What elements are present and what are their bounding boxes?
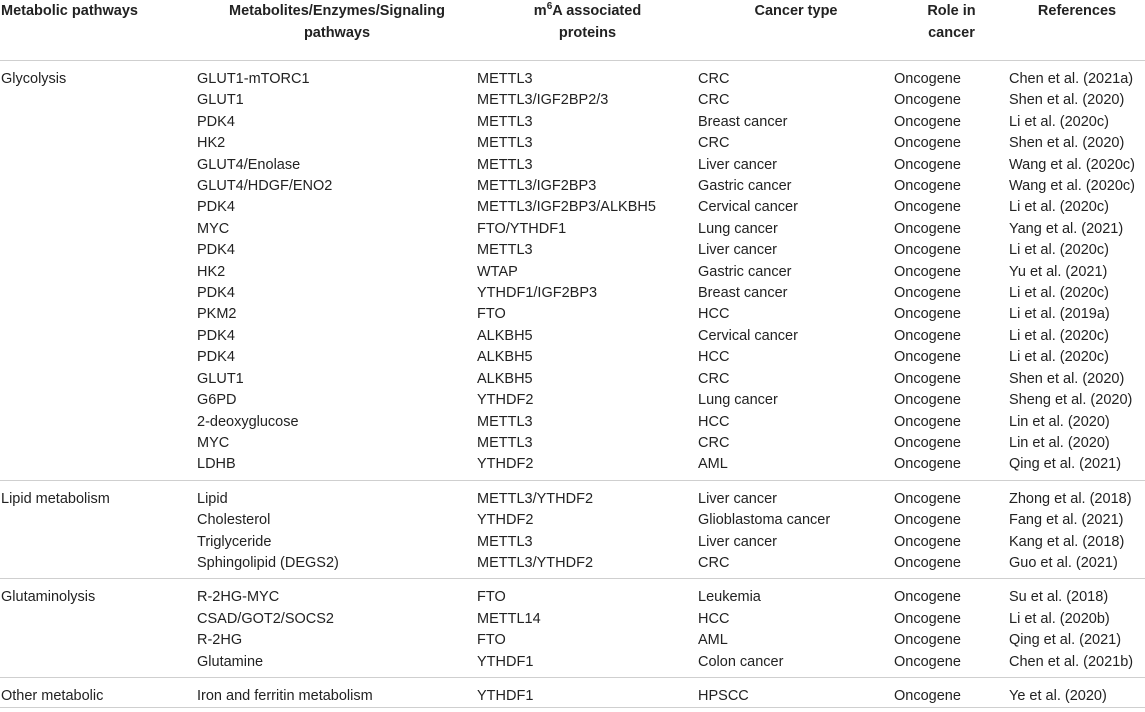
protein-cell: METTL3 [477,413,533,430]
metabolite-cell: 2-deoxyglucose [197,413,299,430]
reference-cell: Shen et al. (2020) [1009,92,1125,109]
reference-cell: Kang et al. (2018) [1009,533,1125,550]
metabolite-cell: Glutamine [197,652,477,678]
reference-cell: Fang et al. (2021) [1009,512,1124,529]
protein-cell: ALKBH5 [477,327,533,344]
pathway-empty-cell [0,390,197,411]
metabolite-cell: CSAD/GOT2/SOCS2 [197,610,334,627]
cancer-type-cell: Liver cancer [698,533,777,550]
pathway-empty-cell [0,532,197,553]
cancer-type-cell: HPSCC [698,677,894,707]
cancer-type-cell: Lung cancer [698,220,778,237]
metabolite-cell: Iron and ferritin metabolism [197,677,477,707]
pathway-empty-cell [0,369,197,390]
pathway-empty-cell [0,347,197,368]
pathway-empty-cell [0,240,197,261]
cancer-type-cell: Colon cancer [698,652,894,678]
role-cell: Oncogene [894,156,961,173]
protein-cell: METTL3/YTHDF2 [477,553,698,579]
metabolite-cell: GLUT1 [197,370,244,387]
table-row [0,90,1145,111]
reference-cell: Lin et al. (2020) [1009,413,1110,430]
reference-cell: Li et al. (2020b) [1009,610,1110,627]
reference-cell: Li et al. (2020c) [1009,349,1109,366]
protein-cell: METTL3/IGF2BP3 [477,178,597,195]
role-cell: Oncogene [894,392,961,409]
role-cell: Oncogene [894,553,1009,579]
protein-cell: METTL3/IGF2BP3/ALKBH5 [477,199,656,216]
pathway-cell: Glycolysis [1,71,67,87]
cancer-type-cell: Lung cancer [698,392,778,409]
cancer-type-cell: AML [698,454,894,480]
protein-cell: METTL3 [477,113,533,130]
cancer-type-cell: HCC [698,306,730,323]
cancer-type-cell: HCC [698,349,730,366]
header-metabolic-pathways: Metabolic pathways [0,0,197,61]
cancer-type-cell: CRC [698,434,730,451]
table-row [0,304,1145,325]
pathway-cell: Lipid metabolism [1,490,110,507]
role-cell: Oncogene [894,589,961,606]
protein-cell: METTL3 [477,434,533,451]
protein-cell: FTO [477,306,506,323]
table-row [0,652,1145,678]
pathway-empty-cell [0,90,197,111]
protein-cell: FTO/YTHDF1 [477,220,567,237]
table-row [0,553,1145,579]
table-row [0,579,1145,609]
role-cell: Oncogene [894,652,1009,678]
pathway-empty-cell [0,133,197,154]
pathway-empty-cell [0,609,197,630]
role-cell: Oncogene [894,263,961,280]
table-row [0,283,1145,304]
pathway-empty-cell [0,652,197,678]
cancer-type-cell: Gastric cancer [698,178,792,195]
reference-cell: Wang et al. (2020c) [1009,156,1135,173]
table-row [0,155,1145,176]
reference-cell: Shen et al. (2020) [1009,370,1125,387]
metabolite-cell: R-2HG [197,632,243,649]
cancer-type-cell: Gastric cancer [698,263,792,280]
metabolite-cell: MYC [197,434,230,451]
role-cell: Oncogene [894,113,961,130]
metabolite-cell: GLUT4/HDGF/ENO2 [197,178,333,195]
metabolite-cell: Sphingolipid (DEGS2) [197,553,477,579]
cancer-type-cell: Liver cancer [698,242,777,259]
role-cell: Oncogene [894,199,961,216]
table-row [0,412,1145,433]
cancer-type-cell: Liver cancer [698,156,777,173]
pathway-empty-cell [0,630,197,651]
metabolite-cell: PDK4 [197,199,235,216]
protein-cell: METTL3 [477,533,533,550]
pathway-empty-cell [0,304,197,325]
table-row [0,390,1145,411]
header-role-in-cancer: Role in cancer [894,0,1009,61]
pathway-empty-cell [0,219,197,240]
reference-cell: Chen et al. (2021b) [1009,652,1145,678]
table-row [0,61,1145,91]
cancer-type-cell: Glioblastoma cancer [698,512,831,529]
metabolite-cell: G6PD [197,392,237,409]
cancer-type-cell: HCC [698,610,730,627]
protein-cell: YTHDF1 [477,652,698,678]
role-cell: Oncogene [894,533,961,550]
pathway-cell: Glutaminolysis [1,589,96,606]
pathway-cell: Other metabolic [0,677,197,707]
cancer-type-cell: HCC [698,413,730,430]
metabolite-cell: GLUT1-mTORC1 [197,71,310,87]
header-row [0,0,1145,61]
role-cell: Oncogene [894,242,961,259]
role-cell: Oncogene [894,327,961,344]
role-cell: Oncogene [894,71,961,87]
role-cell: Oncogene [894,632,961,649]
reference-cell: Lin et al. (2020) [1009,434,1110,451]
table-row [0,369,1145,390]
reference-cell: Li et al. (2020c) [1009,327,1109,344]
role-cell: Oncogene [894,285,961,302]
reference-cell: Yang et al. (2021) [1009,220,1124,237]
table-row [0,176,1145,197]
protein-cell: FTO [477,632,506,649]
role-cell: Oncogene [894,92,961,109]
role-cell: Oncogene [894,220,961,237]
metabolite-cell: HK2 [197,263,226,280]
reference-cell: Chen et al. (2021a) [1009,71,1134,87]
protein-cell: METTL3 [477,135,533,152]
header-cancer-type: Cancer type [698,0,894,61]
pathway-empty-cell [0,197,197,218]
cancer-type-cell: Leukemia [698,589,761,606]
role-cell: Oncogene [894,512,961,529]
metabolite-cell: GLUT4/Enolase [197,156,301,173]
reference-cell: Guo et al. (2021) [1009,553,1145,579]
reference-cell: Shen et al. (2020) [1009,135,1125,152]
table-row [0,609,1145,630]
role-cell: Oncogene [894,306,961,323]
metabolite-cell: Lipid [197,490,228,507]
protein-cell: ALKBH5 [477,349,533,366]
cancer-type-cell: CRC [698,92,730,109]
reference-cell: Su et al. (2018) [1009,589,1109,606]
table-row [0,347,1145,368]
metabolite-cell: GLUT1 [197,92,244,109]
cancer-type-cell: AML [698,632,728,649]
reference-cell: Li et al. (2020c) [1009,199,1109,216]
protein-cell: ALKBH5 [477,370,533,387]
header-references: References [1009,0,1145,61]
reference-cell: Li et al. (2019a) [1009,306,1110,323]
protein-cell: YTHDF2 [477,512,534,529]
pathway-empty-cell [0,454,197,480]
pathway-empty-cell [0,326,197,347]
reference-cell: Qing et al. (2021) [1009,454,1145,480]
metabolite-cell: PDK4 [197,349,235,366]
metabolite-cell: PDK4 [197,113,235,130]
table-row [0,454,1145,480]
cancer-type-cell: Breast cancer [698,113,788,130]
role-cell: Oncogene [894,370,961,387]
reference-cell: Li et al. (2020c) [1009,242,1109,259]
table-body [0,61,1145,708]
metabolite-cell: MYC [197,220,230,237]
protein-cell: METTL3 [477,71,533,87]
cancer-type-cell: CRC [698,135,730,152]
reference-cell: Zhong et al. (2018) [1009,490,1132,507]
pathway-empty-cell [0,433,197,454]
table-row [0,510,1145,531]
protein-cell: YTHDF2 [477,454,698,480]
protein-cell: METTL3/YTHDF2 [477,490,594,507]
cancer-type-cell: Cervical cancer [698,199,798,216]
table-row [0,219,1145,240]
role-cell: Oncogene [894,178,961,195]
table-row [0,240,1145,261]
role-cell: Oncogene [894,434,961,451]
metabolite-cell: PKM2 [197,306,237,323]
table-row [0,262,1145,283]
table-row [0,197,1145,218]
pathway-empty-cell [0,262,197,283]
role-cell: Oncogene [894,454,1009,480]
protein-cell: METTL3 [477,156,533,173]
reference-cell: Wang et al. (2020c) [1009,178,1135,195]
metabolite-cell: R-2HG-MYC [197,589,280,606]
reference-cell: Yu et al. (2021) [1009,263,1108,280]
reference-cell: Qing et al. (2021) [1009,632,1122,649]
protein-cell: METTL14 [477,610,541,627]
table-row [0,532,1145,553]
pathway-empty-cell [0,510,197,531]
header-m6a-proteins: $m^6A$ associated proteins [477,0,698,61]
cancer-type-cell: CRC [698,553,894,579]
header-metabolites: Metabolites/Enzymes/Signaling pathways [197,0,477,61]
table-row [0,112,1145,133]
pathway-empty-cell [0,553,197,579]
table-row [0,433,1145,454]
role-cell: Oncogene [894,135,961,152]
table-row [0,630,1145,651]
protein-cell: YTHDF1/IGF2BP3 [477,285,598,302]
role-cell: Oncogene [894,349,961,366]
protein-cell: WTAP [477,263,518,280]
role-cell: Oncogene [894,413,961,430]
reference-cell: Ye et al. (2020) [1009,677,1145,707]
pathway-empty-cell [0,155,197,176]
protein-cell: FTO [477,589,506,606]
protein-cell: YTHDF1 [477,677,698,707]
pathway-empty-cell [0,112,197,133]
pathway-empty-cell [0,176,197,197]
cancer-type-cell: CRC [698,71,730,87]
role-cell: Oncogene [894,610,961,627]
cancer-type-cell: Breast cancer [698,285,788,302]
cancer-type-cell: CRC [698,370,730,387]
reference-cell: Sheng et al. (2020) [1009,392,1133,409]
protein-cell: YTHDF2 [477,392,534,409]
reference-cell: Li et al. (2020c) [1009,285,1109,302]
role-cell: Oncogene [894,677,1009,707]
protein-cell: METTL3 [477,242,533,259]
metabolite-cell: LDHB [197,454,477,480]
reference-cell: Li et al. (2020c) [1009,113,1109,130]
table-row [0,480,1145,510]
table-row [0,326,1145,347]
pathway-empty-cell [0,283,197,304]
pathway-empty-cell [0,412,197,433]
metabolite-cell: PDK4 [197,327,235,344]
role-cell: Oncogene [894,490,961,507]
cancer-type-cell: Cervical cancer [698,327,798,344]
metabolite-cell: Triglyceride [197,533,272,550]
cancer-type-cell: Liver cancer [698,490,777,507]
table-row [0,677,1145,707]
table-row [0,133,1145,154]
metabolite-cell: HK2 [197,135,226,152]
metabolite-cell: Cholesterol [197,512,271,529]
metabolite-cell: PDK4 [197,242,235,259]
protein-cell: METTL3/IGF2BP2/3 [477,92,609,109]
metabolite-cell: PDK4 [197,285,235,302]
